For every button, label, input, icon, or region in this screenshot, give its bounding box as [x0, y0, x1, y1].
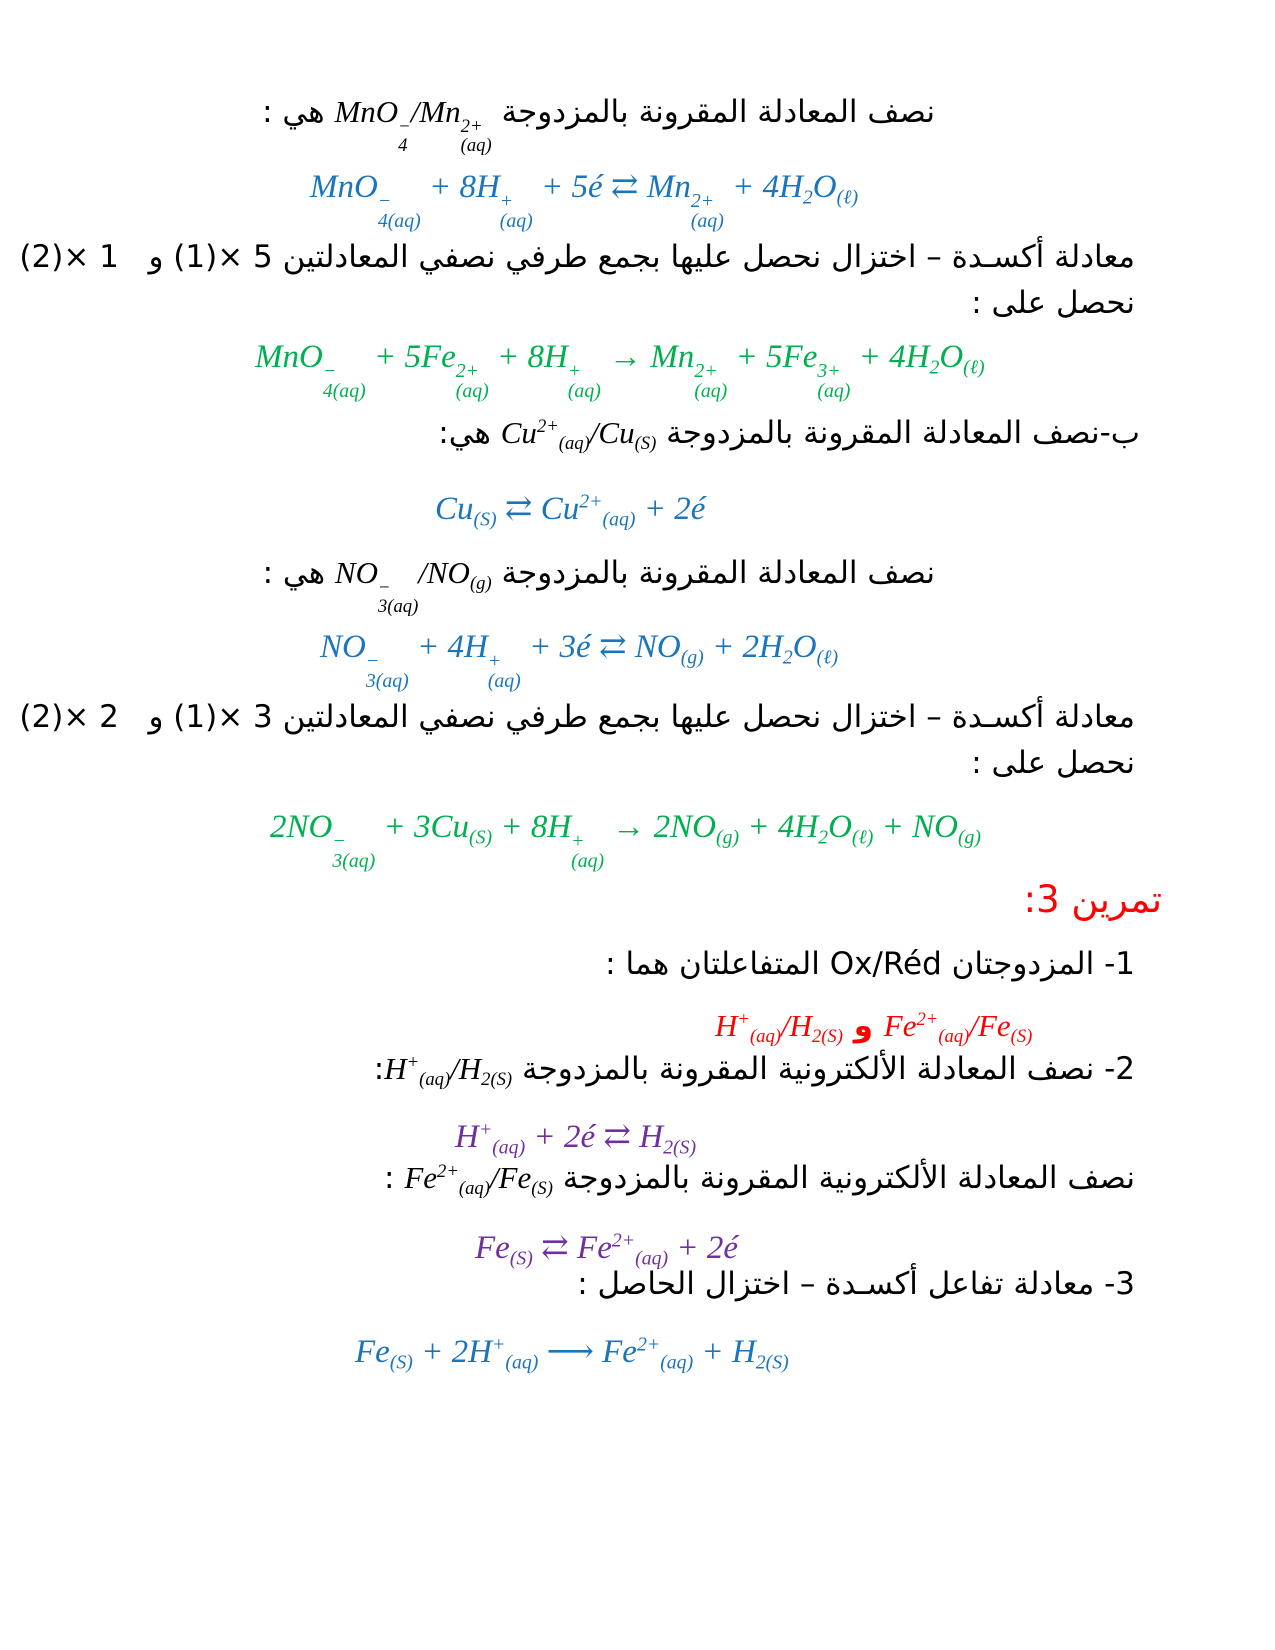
equation-mno4-fe-overall: MnO − 4(aq) + 5Fe 2+ (aq) + 8H + (aq) → Mn 2+ (aq) + 5Fe 3+ (aq) + 4H2O(ℓ): [255, 339, 985, 403]
paragraph-mno4-mn-couple: نصف المعادلة المقرونة بالمزدوجة MnO − 4 /Mn 2+ (aq) هي :: [262, 94, 935, 156]
paragraph-cu-couple: ب-نصف المعادلة المقرونة بالمزدوجة $Cu^{2+}(aq)/Cu(S)$ هي:: [438, 415, 1140, 454]
equation-fe-h-overall: Fe(S) + 2H+(aq) ⟶ $Fe^{2+}(aq) + H2(S)$: [355, 1333, 789, 1374]
equation-no3-half-reaction: NO − 3(aq) + 4H + (aq) + 3é ⇄ NO(g) + 2H2O(ℓ): [320, 629, 839, 693]
paragraph-q2-h-couple: 2- نصف المعادلة الألكترونية المقرونة بالمزدوجة H+(aq)/H2(S):: [373, 1051, 1135, 1090]
equation-no3-cu-overall: 2NO − 3(aq) + 3Cu(S) + 8H + (aq) → 2NO(g) + 4H2O(ℓ) + NO(g): [270, 809, 982, 873]
equation-mno4-half-reaction: MnO − 4(aq) + 8H + (aq) + 5é ⇄ Mn 2+ (aq) + 4H2O(ℓ): [310, 169, 859, 233]
text-redox-couples: H+(aq)/H2(S) و $Fe^{2+}(aq)/Fe(S)$: [715, 1008, 1033, 1047]
exercise-3-heading: تمرين 3:: [1023, 878, 1162, 921]
paragraph-fe-couple: نصف المعادلة الألكترونية المقرونة بالمزدوجة $Fe^{2+}(aq)/Fe(S)$ :: [384, 1160, 1135, 1199]
equation-cu-half-reaction: Cu(S) ⇄ $Cu^{2+}(aq)$ + 2é: [435, 490, 706, 531]
equation-fe-half-reaction: Fe(S) ⇄ $Fe^{2+}(aq)$ + 2é: [475, 1229, 738, 1270]
paragraph-q3-overall: 3- معادلة تفاعل أكسـدة – اختزال الحاصل :: [577, 1266, 1135, 1302]
equation-h-half-reaction: H+(aq) + 2é ⇄ H2(S): [455, 1118, 697, 1159]
paragraph-we-get-1: نحصل على :: [971, 285, 1135, 321]
paragraph-redox-sum-2: معادلة أكسـدة – اختزال نحصل عليها بجمع طرفي نصفي المعادلتين 3 ×(1) و 2 ×(2): [19, 699, 1135, 735]
paragraph-we-get-2: نحصل على :: [971, 745, 1135, 781]
paragraph-q1-couples: 1- المزدوجتان Ox/Réd المتفاعلتان هما :: [605, 946, 1135, 982]
paragraph-redox-sum-1: معادلة أكسـدة – اختزال نحصل عليها بجمع طرفي نصفي المعادلتين 5 ×(1) و 1 ×(2): [19, 239, 1135, 275]
paragraph-no3-no-couple: نصف المعادلة المقرونة بالمزدوجة NO − 3(aq) /NO(g) هي :: [262, 555, 935, 617]
